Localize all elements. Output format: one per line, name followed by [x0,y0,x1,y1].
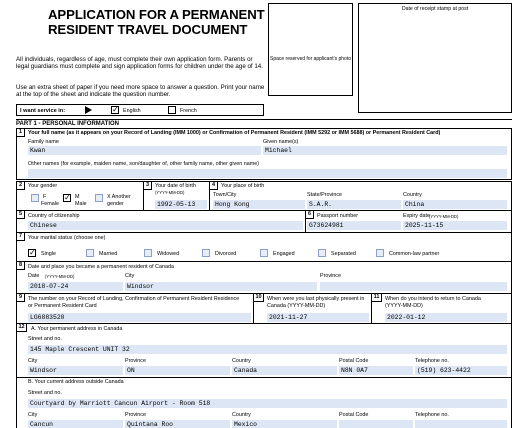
pob-label: Your place of birth [221,183,265,189]
q12-section [16,324,512,428]
male-checkbox[interactable]: ✓ [64,193,71,202]
q5-q6-section [16,211,512,233]
permanent-address-label: A. Your permanent address in Canada [31,326,123,332]
province-field[interactable]: ON [125,366,230,375]
expiry-field[interactable]: 2025-11-15 [403,221,507,230]
q9-q11-section [16,294,512,324]
pr-date-format: (YYYY-MM-DD) [45,274,75,279]
service-label: I want service in: [20,108,66,114]
single-label: Single [41,251,56,257]
other-names-field[interactable] [28,169,507,178]
passport-field[interactable]: G73624981 [307,221,401,230]
married-label: Married [99,251,118,257]
another-gender-checkbox[interactable] [95,194,103,202]
pr-doc-number-label2: or Permanent Resident Card [28,303,97,309]
separated-checkbox[interactable] [318,249,326,257]
intro-text: All individuals, regardless of age, must complete their own application form. Parents or legal guardians must complete and sign application forms for children under the age of 14. [16,56,263,71]
divider [17,377,512,378]
state-field[interactable]: S.A.R. [307,200,401,209]
service-language-row [16,104,264,116]
separated-label: Separated [331,251,356,257]
b-country-label: Country [232,412,251,418]
part1-heading: PART 1 - PERSONAL INFORMATION [16,119,512,127]
q8-number: 8 [17,262,25,270]
marital-label: Your marital status (choose one) [28,235,106,241]
single-checkbox[interactable]: ✓ [29,248,36,257]
english-label: English [123,108,141,114]
gender-word-label: gender [107,201,124,207]
last-present-label2: Canada (YYYY-MM-DD) [267,303,326,309]
male-label: Male [75,201,87,207]
common-law-checkbox[interactable] [376,249,384,257]
pr-province-label: Province [320,273,341,279]
family-name-field[interactable]: Kwan [28,146,261,155]
q7-section [16,233,512,262]
b-street-field[interactable]: Courtyard by Marriott Cancun Airport - Room 518 [28,399,507,408]
b-city-field[interactable]: Cancun [28,420,123,428]
city-field[interactable]: Windsor [28,366,123,375]
pr-date-field[interactable]: 2018-07-24 [28,282,123,291]
photo-box [268,3,353,96]
phone-field[interactable]: (519) 623-4422 [415,366,507,375]
gender-label: Your gender [28,183,58,189]
q11-number: 11 [372,294,382,302]
state-label: State/Province [307,192,343,198]
pr-date-label: Date [28,273,40,279]
q1-section [16,128,512,180]
b-province-field[interactable]: Quintana Roo [125,420,230,428]
q7-number: 7 [17,233,25,241]
q4-number: 4 [210,182,218,190]
b-phone-field[interactable] [415,420,507,428]
q8-section [16,262,512,294]
instructions-text: Use an extra sheet of paper if you need more space to answer a question. Print your name at the top of the sheet and indicate the question number. [16,84,265,99]
q9-number: 9 [17,294,25,302]
b-phone-label: Telephone no. [415,412,449,418]
q6-number: 6 [306,211,314,219]
citizenship-label: Country of citizenship [28,213,80,219]
widowed-label: Widowed [157,251,180,257]
engaged-checkbox[interactable] [260,249,268,257]
male-letter: M [75,194,80,200]
arrow-right-icon [85,106,92,114]
current-address-label: B. Your current address outside Canada [28,379,124,385]
form-title: APPLICATION FOR A PERMANENT RESIDENT TRAVEL DOCUMENT [48,7,265,37]
dob-format: (YYYY-MM-DD) [155,190,185,195]
town-field[interactable]: Hong Kong [213,200,305,209]
married-checkbox[interactable] [86,249,94,257]
country-label: Country [403,192,422,198]
other-names-label: Other names (for example, maiden name, son/daughter of, other family name, other given name) [28,161,260,167]
stamp-label: Date of receipt stamp at post [401,6,469,12]
postal-label: Postal Code [339,358,369,364]
q5-number: 5 [17,211,25,219]
widowed-checkbox[interactable] [144,249,152,257]
another-gender-label: X Another [107,194,131,200]
return-date-field[interactable]: 2022-01-12 [385,313,507,322]
street-field[interactable]: 145 Maple Crescent UNIT 32 [28,345,507,354]
b-country-field[interactable]: Mexico [232,420,337,428]
french-label: French [180,108,197,114]
phone-label: Telephone no. [415,358,449,364]
stamp-box [358,3,512,113]
divorced-label: Divorced [215,251,237,257]
country-label: Country [232,358,251,364]
photo-label: Space reserved for applicant's photo [269,56,351,62]
pr-city-field[interactable]: Windsor [125,282,317,291]
q2-q4-section [16,181,512,211]
last-present-label: When were you last physically present in [267,296,365,302]
q2-number: 2 [17,182,25,190]
b-province-label: Province [125,412,146,418]
q3-number: 3 [144,182,152,190]
b-postal-label: Postal Code [339,412,369,418]
b-city-label: City [28,412,38,418]
female-label: Female [41,201,59,207]
english-checkbox[interactable]: ✓ [112,105,119,114]
passport-label: Passport number [317,213,359,219]
family-name-label: Family name [28,139,59,145]
town-label: Town/City [213,192,237,198]
citizenship-field[interactable]: Chinese [28,221,303,230]
female-letter: F [43,194,47,200]
given-name-field[interactable]: Michael [263,146,507,155]
city-label: City [28,358,38,364]
q1-label: Your full name (as it appears on your Record of Landing (IMM 1000) or Confirmation of Permanent Resident (IMM 5292 or IMM 5688) or Permanent Resident Card) [28,130,441,136]
female-checkbox[interactable] [31,194,39,202]
given-name-label: Given name(s) [263,139,299,145]
pr-doc-number-field[interactable]: LG6883520 [28,313,251,322]
dob-label: Your date of birth [155,183,196,189]
pr-province-field[interactable] [320,282,507,291]
q1-number: 1 [17,129,25,137]
divorced-checkbox[interactable] [202,249,210,257]
postal-field[interactable]: N8N 0A7 [339,366,413,375]
expiry-format: (YYYY-MM-DD) [429,214,459,219]
last-present-field[interactable]: 2021-11-27 [267,313,369,322]
dob-field[interactable]: 1992-05-13 [155,200,207,209]
expiry-label: Expiry date [403,213,430,219]
q12-number: 12 [17,324,27,332]
return-date-label2: (YYYY-MM-DD) [385,303,423,309]
country-field[interactable]: China [403,200,507,209]
french-checkbox[interactable] [168,106,176,114]
return-date-label: When do you intend to return to Canada [385,296,481,302]
country-field[interactable]: Canada [232,366,337,375]
common-law-label: Common-law partner [389,251,440,257]
b-postal-field[interactable] [339,420,413,428]
province-label: Province [125,358,146,364]
street-label: Street and no. [28,336,62,342]
engaged-label: Engaged [273,251,295,257]
q10-number: 10 [254,294,264,302]
pr-date-place-label: Date and place you became a permanent resident of Canada [28,264,174,270]
pr-city-label: City [125,273,135,279]
pr-doc-number-label: The number on your Record of Landing, Confirmation of Permanent Resident Residence [28,296,240,302]
b-street-label: Street and no. [28,390,62,396]
